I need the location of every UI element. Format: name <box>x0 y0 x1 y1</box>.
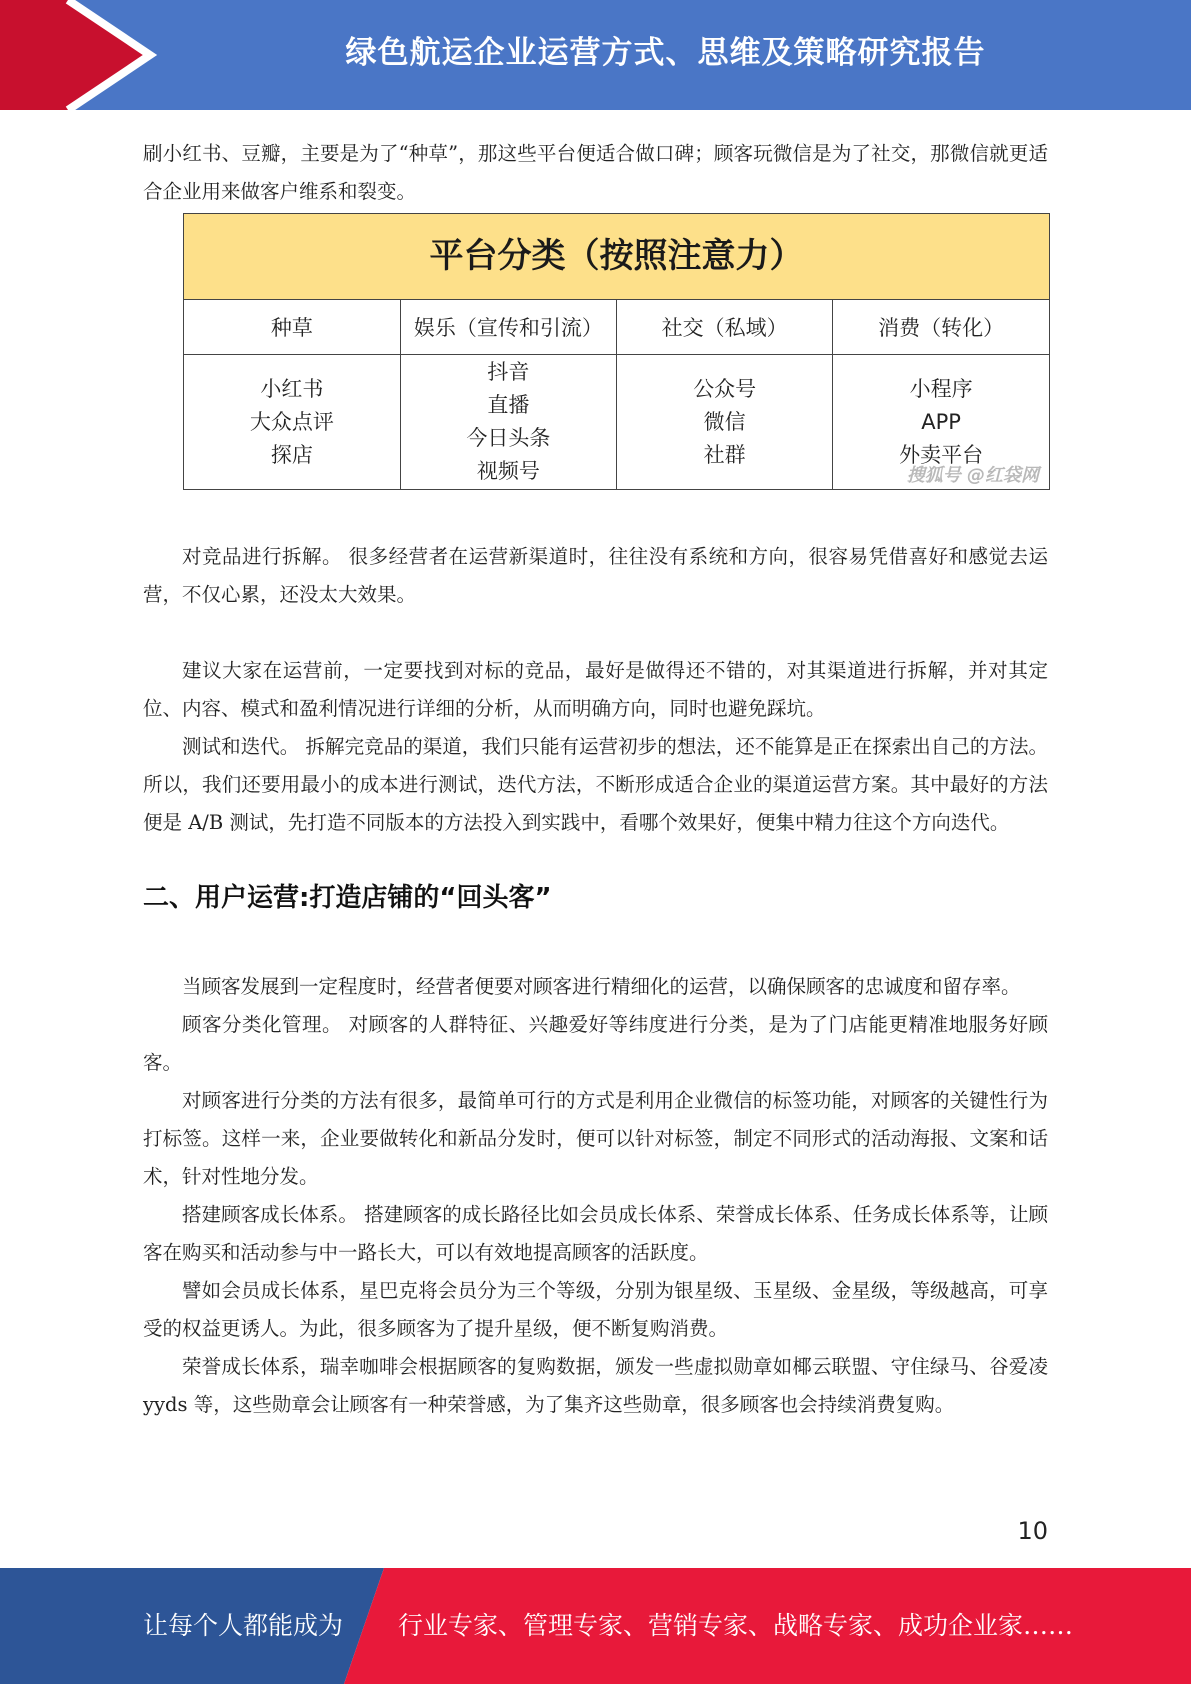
table-cell <box>400 355 616 490</box>
platform-item: 社群 <box>703 442 746 467</box>
paragraph-spacer <box>143 614 1048 652</box>
paragraph: 譬如会员成长体系，星巴克将会员分为三个等级，分别为银星级、玉星级、金星级，等级越高，可享受的权益更诱人。为此，很多顾客为了提升星级，便不断复购消费。 <box>143 1279 1048 1340</box>
platform-classification-table <box>183 213 1050 490</box>
platform-item: 小程序 <box>909 376 973 401</box>
paragraph: 对竞品进行拆解。 很多经营者在运营新渠道时，往往没有系统和方向，很容易凭借喜好和感觉去运营，不仅心累，还没太大效果。 <box>143 545 1048 606</box>
table-cell <box>617 355 833 490</box>
page-header <box>0 0 1191 110</box>
platform-item: 大众点评 <box>249 409 334 434</box>
section-heading: 二、用户运营:打造店铺的“回头客” <box>143 883 552 913</box>
platform-item: 视频号 <box>476 459 540 483</box>
platform-item: 抖音 <box>487 360 530 384</box>
table-header-cell: 社交（私域） <box>617 300 833 355</box>
footer-slogan-left: 让每个人都能成为 <box>143 1611 344 1640</box>
platform-item: 公众号 <box>693 376 757 401</box>
platform-item: 探店 <box>270 442 313 467</box>
platform-item: 直播 <box>487 393 530 417</box>
platform-item: 小红书 <box>260 376 324 401</box>
table-header-cell: 娱乐（宣传和引流） <box>400 300 616 355</box>
watermark: 搜狐号 @红袋网 <box>906 465 1039 486</box>
table-header-cell: 消费（转化） <box>833 300 1049 355</box>
paragraph: 搭建顾客成长体系。 搭建顾客的成长路径比如会员成长体系、荣誉成长体系、任务成长体系等，让顾客在购买和活动参与中一路长大，可以有效地提高顾客的活跃度。 <box>143 1203 1048 1264</box>
table-header-cell: 种草 <box>184 300 400 355</box>
paragraph: 测试和迭代。 拆解完竞品的渠道，我们只能有运营初步的想法，还不能算是正在探索出自己的方法。所以，我们还要用最小的成本进行测试，迭代方法，不断形成适合企业的渠道运营方案。其中最好的方法便是 A/B 测试，先打造不同版本的方法投入到实践中，看哪个效果好，便集中精力往这个方向迭代。 <box>143 735 1048 834</box>
paragraph: 荣誉成长体系，瑞幸咖啡会根据顾客的复购数据，颁发一些虚拟勋章如椰云联盟、守住绿马、谷爱凌 yyds 等，这些勋章会让顾客有一种荣誉感，为了集齐这些勋章，很多顾客也会持续消费复购。 <box>143 1355 1048 1416</box>
paragraph: 刷小红书、豆瓣，主要是为了“种草”，那这些平台便适合做口碑；顾客玩微信是为了社交，那微信就更适合企业用来做客户维系和裂变。 <box>143 142 1048 203</box>
page-content <box>143 135 1048 1424</box>
paragraph: 顾客分类化管理。 对顾客的人群特征、兴趣爱好等纬度进行分类，是为了门店能更精准地服务好顾客。 <box>143 1013 1048 1074</box>
paragraph: 建议大家在运营前，一定要找到对标的竞品，最好是做得还不错的，对其渠道进行拆解，并对其定位、内容、模式和盈利情况进行详细的分析，从而明确方向，同时也避免踩坑。 <box>143 659 1048 720</box>
table-cell <box>184 355 400 490</box>
platform-item: 外卖平台 <box>899 442 984 467</box>
table-title: 平台分类（按照注意力） <box>184 214 1049 300</box>
page-footer <box>0 1568 1191 1684</box>
platform-item: 微信 <box>703 409 746 434</box>
page-number: 10 <box>1017 1517 1048 1545</box>
platform-item: 今日头条 <box>466 426 551 450</box>
paragraph: 当顾客发展到一定程度时，经营者便要对顾客进行精细化的运营，以确保顾客的忠诚度和留存率。 <box>182 975 1021 998</box>
table-header-row <box>184 300 1049 355</box>
paragraph: 对顾客进行分类的方法有很多，最简单可行的方式是利用企业微信的标签功能，对顾客的关键性行为打标签。这样一来，企业要做转化和新品分发时，便可以针对标签，制定不同形式的活动海报、文案和话术，针对性地分发。 <box>143 1089 1048 1188</box>
footer-slogan-right: 行业专家、管理专家、营销专家、战略专家、成功企业家…… <box>398 1611 1074 1640</box>
report-title: 绿色航运企业运营方式、思维及策略研究报告 <box>345 35 986 71</box>
platform-item: APP <box>921 409 961 434</box>
